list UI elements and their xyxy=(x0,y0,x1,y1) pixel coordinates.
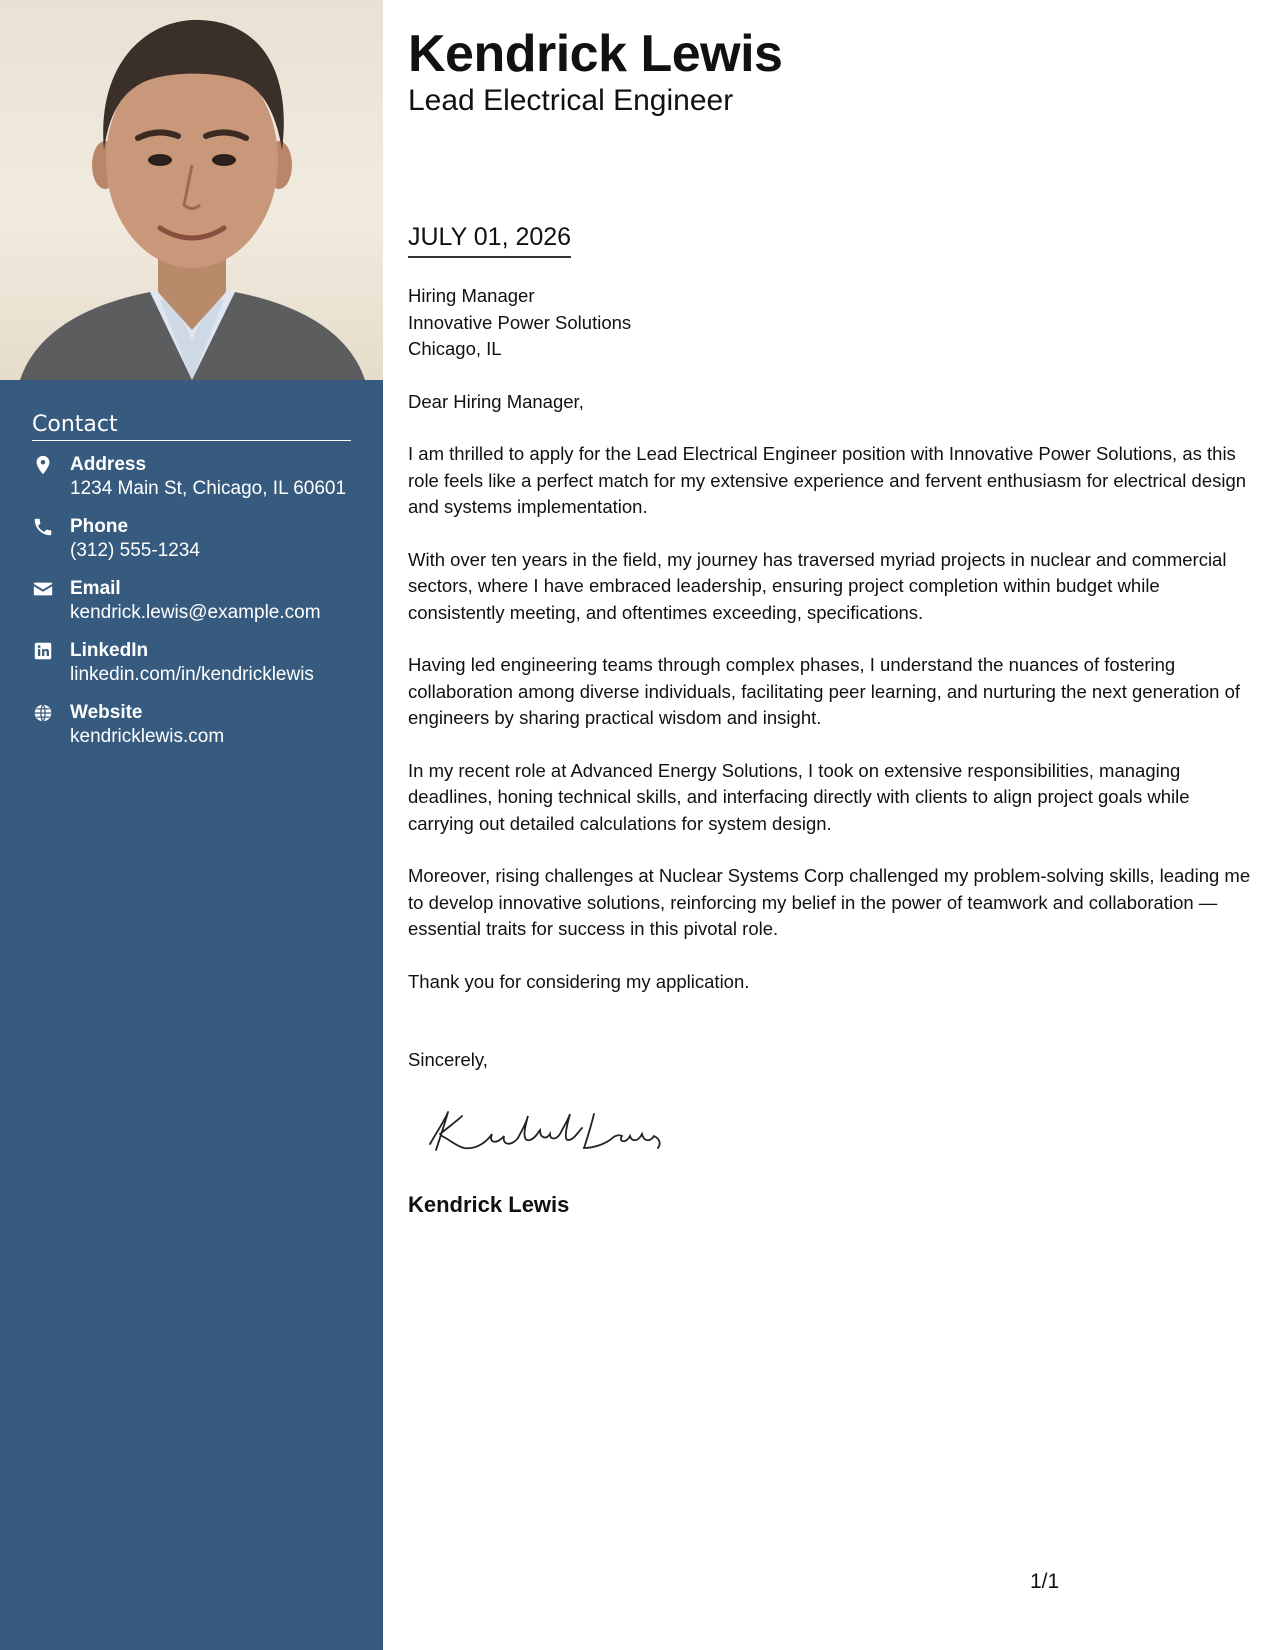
phone-icon xyxy=(32,516,54,538)
contact-heading: Contact xyxy=(32,412,351,441)
contact-website xyxy=(32,701,351,749)
body-paragraph: With over ten years in the field, my journey has traversed myriad projects in nuclear and commercial sectors, where I have embraced leadership, ensuring project completion within budget while consistently meeting, and oftentimes exceeding, specifications. xyxy=(408,548,1227,623)
website-value[interactable]: kendricklewis.com xyxy=(70,726,225,747)
body-paragraph: Having led engineering teams through complex phases, I understand the nuances of fostering collaboration among diverse individuals, facilitating peer learning, and nurturing the next generation of engineers by sharing practical wisdom and insight. xyxy=(408,654,1240,728)
recipient-line: Hiring Manager xyxy=(408,285,535,306)
profile-photo xyxy=(0,0,383,380)
envelope-icon xyxy=(32,578,54,600)
letter-body xyxy=(408,283,1253,1021)
closing: Sincerely, xyxy=(408,1049,488,1070)
body-paragraph: Moreover, rising challenges at Nuclear Systems Corp challenged my problem-solving skills, leading me to develop innovative solutions, reinforcing my belief in the power of teamwork and collaboration —essential traits for success in this pivotal role. xyxy=(408,865,1251,939)
body-paragraph: I am thrilled to apply for the Lead Electrical Engineer position with Innovative Power Solutions, as this role feels like a perfect match for my extensive experience and fervent enthusiasm for electrical design and systems implementation. xyxy=(408,443,1247,517)
applicant-name: Kendrick Lewis xyxy=(408,25,783,83)
email-label: Email xyxy=(70,578,121,599)
salutation: Dear Hiring Manager, xyxy=(408,390,584,412)
contact-phone xyxy=(32,515,351,563)
recipient-line: Innovative Power Solutions xyxy=(408,311,632,333)
body-paragraph: Thank you for considering my application. xyxy=(408,970,750,992)
recipient-block xyxy=(408,283,1253,363)
portrait-illustration xyxy=(0,0,383,380)
contact-email xyxy=(32,577,351,625)
contact-linkedin xyxy=(32,639,351,687)
body-paragraph: In my recent role at Advanced Energy Solutions, I took on extensive responsibilities, managing deadlines, honing technical skills, and interfacing directly with clients to align project goals while carrying out detailed calculations for system design. xyxy=(408,759,1190,834)
linkedin-value[interactable]: linkedin.com/in/kendricklewis xyxy=(70,664,314,685)
address-label: Address xyxy=(70,454,147,475)
signoff-name: Kendrick Lewis xyxy=(408,1192,570,1217)
handwritten-signature xyxy=(418,1100,678,1160)
map-pin-icon xyxy=(32,454,54,476)
globe-icon xyxy=(32,702,54,724)
linkedin-label: LinkedIn xyxy=(70,640,149,661)
phone-value[interactable]: (312) 555-1234 xyxy=(70,540,200,561)
recipient-line: Chicago, IL xyxy=(408,338,502,359)
contact-address xyxy=(32,453,351,501)
phone-label: Phone xyxy=(70,516,129,537)
letter-date: JULY 01, 2026 xyxy=(408,223,571,258)
email-value[interactable]: kendrick.lewis@example.com xyxy=(70,602,321,623)
linkedin-icon xyxy=(32,640,54,662)
sidebar xyxy=(0,0,383,1650)
address-value: 1234 Main St, Chicago, IL 60601 xyxy=(70,478,347,499)
job-title: Lead Electrical Engineer xyxy=(408,84,734,117)
website-label: Website xyxy=(70,702,143,723)
page-number: 1/1 xyxy=(1030,1570,1060,1593)
contact-section xyxy=(32,412,351,763)
